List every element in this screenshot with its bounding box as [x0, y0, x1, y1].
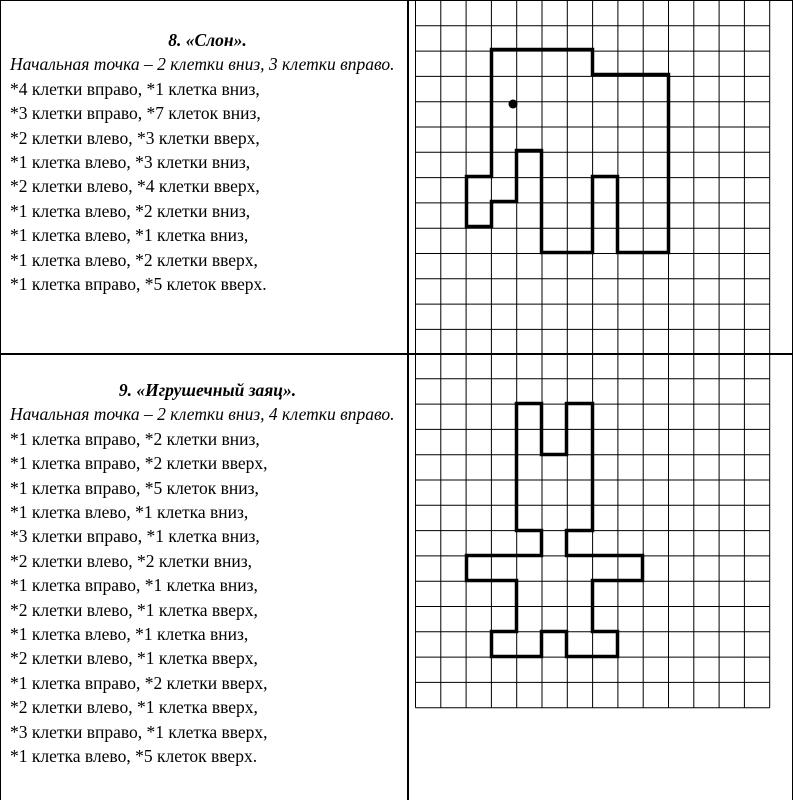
- exercise-8-step: *2 клетки влево, *4 клетки вверх,: [10, 176, 260, 197]
- exercise-9-step: *2 клетки влево, *1 клетка вверх,: [10, 599, 258, 620]
- exercise-9-step: *1 клетка вправо, *2 клетки вверх,: [10, 453, 268, 474]
- exercise-8-step: *1 клетка влево, *1 клетка вниз,: [10, 225, 249, 246]
- toy-rabbit-drawing: [467, 404, 643, 657]
- exercise-9-step: *1 клетка вправо, *2 клетки вниз,: [10, 428, 260, 449]
- exercise-8-step: *1 клетка влево, *2 клетки вверх,: [10, 249, 258, 270]
- exercise-9-step: *2 клетки влево, *2 клетки вниз,: [10, 550, 252, 571]
- exercise-9-step: *1 клетка влево, *1 клетка вниз,: [10, 502, 249, 523]
- exercise-9-start-point: Начальная точка – 2 клетки вниз, 4 клетки вправо.: [10, 404, 395, 425]
- exercise-9-step: *3 клетки вправо, *1 клетка вниз,: [10, 526, 260, 547]
- exercise-8-step: *1 клетка влево, *2 клетки вниз,: [10, 200, 251, 221]
- exercise-9-step: *1 клетка вправо, *2 клетки вверх,: [10, 672, 268, 693]
- exercise-9-step: *2 клетки влево, *1 клетка вверх,: [10, 648, 258, 669]
- exercise-8-step: *3 клетки вправо, *7 клеток вниз,: [10, 103, 261, 124]
- exercise-8-step: *2 клетки влево, *3 клетки вверх,: [10, 127, 260, 148]
- exercise-8-title: 8. «Слон».: [168, 30, 247, 50]
- exercise-8-step: *4 клетки вправо, *1 клетка вниз,: [10, 78, 260, 99]
- exercise-9-step: *2 клетки влево, *1 клетка вверх,: [10, 697, 258, 718]
- exercise-9-step: *1 клетка вправо, *1 клетка вниз,: [10, 575, 258, 596]
- exercise-9-step: *3 клетки вправо, *1 клетка вверх,: [10, 721, 268, 742]
- exercise-9-title: 9. «Игрушечный заяц».: [118, 380, 297, 400]
- exercise-8-step: *1 клетка влево, *3 клетки вниз,: [10, 152, 251, 173]
- exercise-9-step: *1 клетка вправо, *5 клеток вниз,: [10, 477, 259, 498]
- exercise-8-step: *1 клетка вправо, *5 клеток вверх.: [10, 274, 267, 295]
- exercise-9-step: *1 клетка влево, *1 клетка вниз,: [10, 624, 249, 645]
- exercise-8-start-point: Начальная точка – 2 клетки вниз, 3 клетки вправо.: [10, 54, 395, 75]
- elephant-eye: [509, 100, 518, 109]
- exercise-9-step: *1 клетка влево, *5 клеток вверх.: [10, 746, 258, 767]
